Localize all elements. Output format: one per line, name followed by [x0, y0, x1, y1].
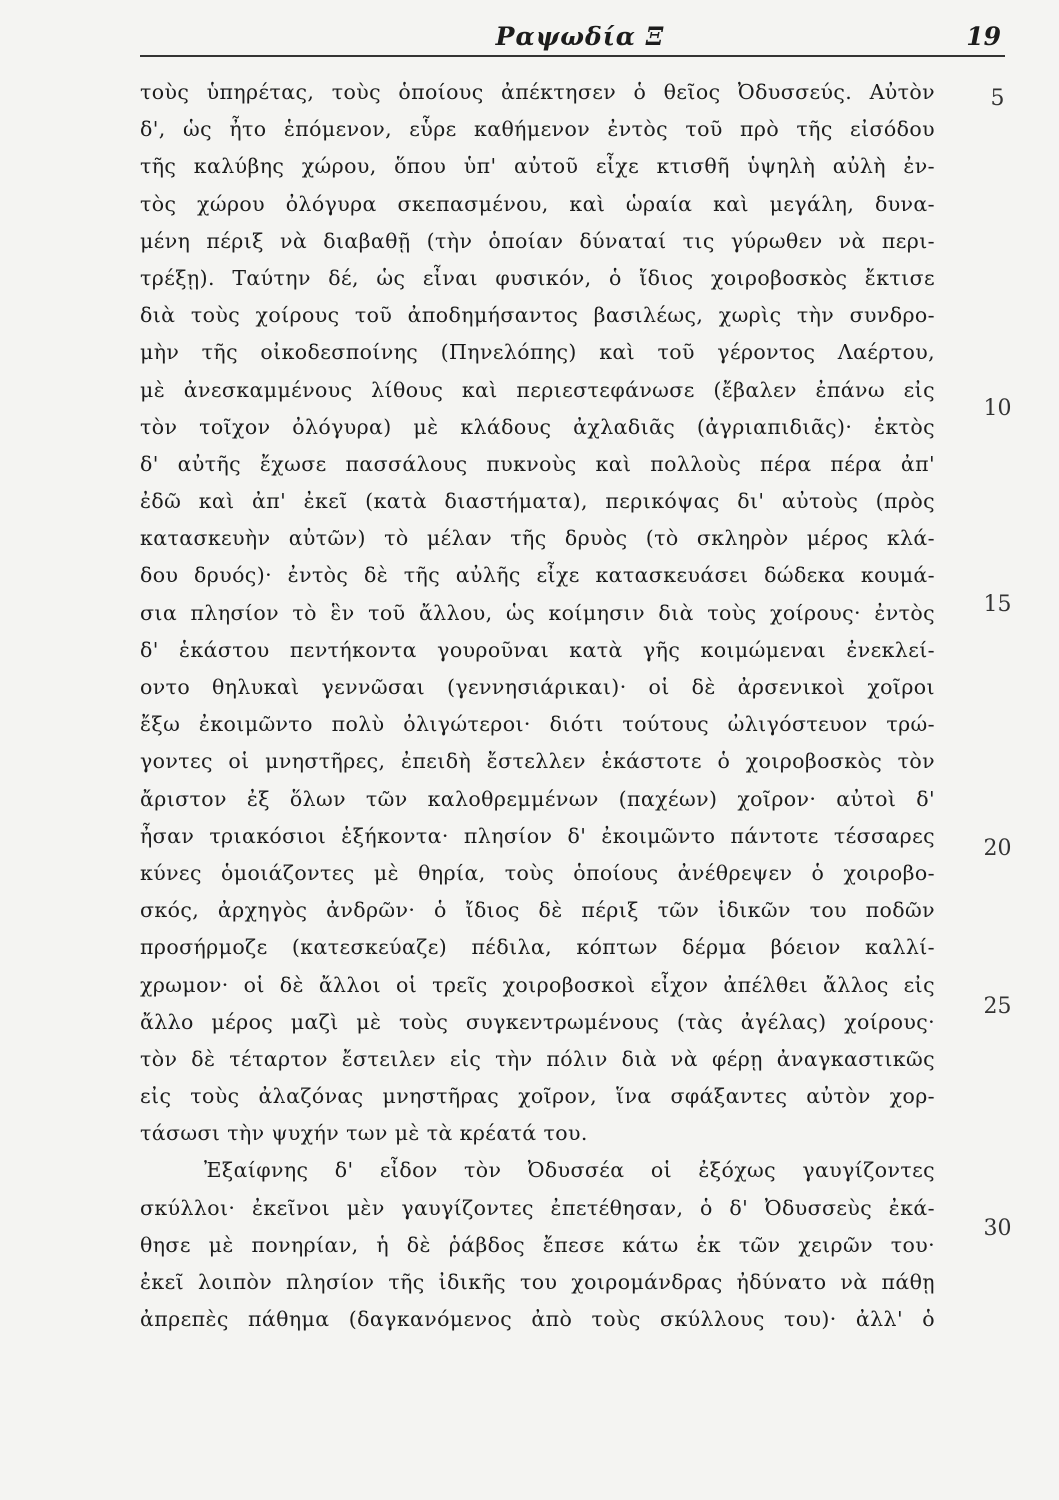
text-line: χρωμον· οἱ δὲ ἄλλοι οἱ τρεῖς χοιροβοσκοὶ εἶχον ἀπέλθει ἄλλος εἰς: [140, 972, 935, 997]
text-line: μὲ ἀνεσκαμμένους λίθους καὶ περιεστεφάνωσε (ἔβαλεν ἐπάνω εἰς: [140, 377, 935, 402]
text-line: ἄριστον ἐξ ὅλων τῶν καλοθρεμμένων (παχέων) χοῖρον· αὐτοὶ δ': [140, 786, 935, 811]
text-line: ἀπρεπὲς πάθημα (δαγκανόμενος ἀπὸ τοὺς σκύλλους του)· ἀλλ' ὁ: [140, 1307, 935, 1332]
text-line: δ' αὐτῆς ἔχωσε πασσάλους πυκνοὺς καὶ πολλοὺς πέρα πέρα ἀπ': [140, 451, 935, 476]
page-header: [140, 22, 1005, 62]
text-line: κύνες ὁμοιάζοντες μὲ θηρία, τοὺς ὁποίους ἀνέθρεψεν ὁ χοιροβο-: [140, 860, 935, 885]
text-line: σια πλησίον τὸ ἓν τοῦ ἄλλου, ὡς κοίμησιν διὰ τοὺς χοίρους· ἐντὸς: [140, 600, 935, 625]
text-body: [140, 74, 935, 1338]
line-number: 5: [990, 86, 1005, 111]
text-line: οντο θηλυκαὶ γεννῶσαι (γεννησιάρικαι)· οἱ δὲ ἀρσενικοὶ χοῖροι: [140, 675, 935, 699]
text-line: τὸν τοῖχον ὀλόγυρα) μὲ κλάδους ἀχλαδιᾶς (ἀγριαπιδιᾶς)· ἐκτὸς: [140, 414, 935, 439]
text-line: δου δρυός)· ἐντὸς δὲ τῆς αὐλῆς εἶχε κατασκευάσει δώδεκα κουμά-: [140, 563, 935, 588]
text-line: μὴν τῆς οἰκοδεσποίνης (Πηνελόπης) καὶ τοῦ γέροντος Λαέρτου,: [140, 340, 935, 365]
text-line: ἐδῶ καὶ ἀπ' ἐκεῖ (κατὰ διαστήματα), περικόψας δι' αὐτοὺς (πρὸς: [140, 489, 935, 514]
text-line: ἄλλο μέρος μαζὶ μὲ τοὺς συγκεντρωμένους (τὰς ἀγέλας) χοίρους·: [140, 1009, 935, 1034]
line-number: 10: [983, 396, 1012, 421]
text-line: ἐκεῖ λοιπὸν πλησίον τῆς ἰδικῆς του χοιρομάνδρας ἠδύνατο νὰ πάθῃ: [140, 1270, 935, 1294]
header-rule: [140, 55, 1005, 57]
text-line: δ' ἑκάστου πεντήκοντα γουροῦναι κατὰ γῆς κοιμώμεναι ἐνεκλεί-: [140, 637, 935, 662]
text-line: τῆς καλύβης χώρου, ὅπου ὑπ' αὐτοῦ εἶχε κτισθῆ ὑψηλὴ αὐλὴ ἐν-: [140, 154, 935, 179]
running-title: Ραψωδία Ξ: [495, 22, 665, 51]
text-line: κατασκευὴν αὐτῶν) τὸ μέλαν τῆς δρυὸς (τὸ σκληρὸν μέρος κλά-: [140, 526, 935, 551]
text-line: σκός, ἀρχηγὸς ἀνδρῶν· ὁ ἴδιος δὲ πέριξ τῶν ἰδικῶν του ποδῶν: [140, 898, 935, 923]
text-line: διὰ τοὺς χοίρους τοῦ ἀποδημήσαντος βασιλέως, χωρὶς τὴν συνδρο-: [140, 303, 935, 328]
text-line: σκύλλοι· ἐκεῖνοι μὲν γαυγίζοντες ἐπετέθησαν, ὁ δ' Ὀδυσσεὺς ἐκά-: [140, 1195, 935, 1220]
text-line: μένη πέριξ νὰ διαβαθῇ (τὴν ὁποίαν δύναταί τις γύρωθεν νὰ περι-: [140, 228, 935, 253]
line-number: 20: [983, 836, 1012, 861]
page-number: 19: [966, 22, 1001, 51]
text-line: Ἐξαίφνης δ' εἶδον τὸν Ὀδυσσέα οἱ ἐξόχως γαυγίζοντες: [204, 1158, 935, 1183]
text-line: τρέξῃ). Ταύτην δέ, ὡς εἶναι φυσικόν, ὁ ἴδιος χοιροβοσκὸς ἔκτισε: [140, 265, 935, 290]
text-line: γοντες οἱ μνηστῆρες, ἐπειδὴ ἔστελλεν ἑκάστοτε ὁ χοιροβοσκὸς τὸν: [140, 749, 935, 774]
text-line: θησε μὲ πονηρίαν, ἡ δὲ ῥάβδος ἔπεσε κάτω ἐκ τῶν χειρῶν του·: [140, 1232, 935, 1257]
line-number: 15: [983, 592, 1012, 617]
text-line: τὸν δὲ τέταρτον ἔστειλεν εἰς τὴν πόλιν διὰ νὰ φέρῃ ἀναγκαστικῶς: [140, 1046, 935, 1071]
line-number: 25: [983, 994, 1012, 1019]
line-number: 30: [983, 1216, 1012, 1241]
text-line: εἰς τοὺς ἀλαζόνας μνηστῆρας χοῖρον, ἵνα σφάξαντες αὐτὸν χορ-: [140, 1084, 935, 1109]
text-line: ἦσαν τριακόσιοι ἑξήκοντα· πλησίον δ' ἐκοιμῶντο πάντοτε τέσσαρες: [140, 823, 935, 848]
text-line: τὸς χώρου ὀλόγυρα σκεπασμένου, καὶ ὡραία καὶ μεγάλη, δυνα-: [140, 191, 935, 216]
text-line: τοὺς ὑπηρέτας, τοὺς ὁποίους ἀπέκτησεν ὁ θεῖος Ὀδυσσεύς. Αὐτὸν: [140, 80, 935, 104]
text-line: δ', ὡς ἦτο ἑπόμενον, εὗρε καθήμενον ἐντὸς τοῦ πρὸ τῆς εἰσόδου: [140, 117, 935, 142]
text-line: ἔξω ἐκοιμῶντο πολὺ ὀλιγώτεροι· διότι τούτους ὠλιγόστευον τρώ-: [140, 712, 935, 737]
text-line: προσήρμοζε (κατεσκεύαζε) πέδιλα, κόπτων δέρμα βόειον καλλί-: [140, 935, 935, 960]
text-line: τάσωσι τὴν ψυχήν των μὲ τὰ κρέατά του.: [140, 1121, 588, 1146]
